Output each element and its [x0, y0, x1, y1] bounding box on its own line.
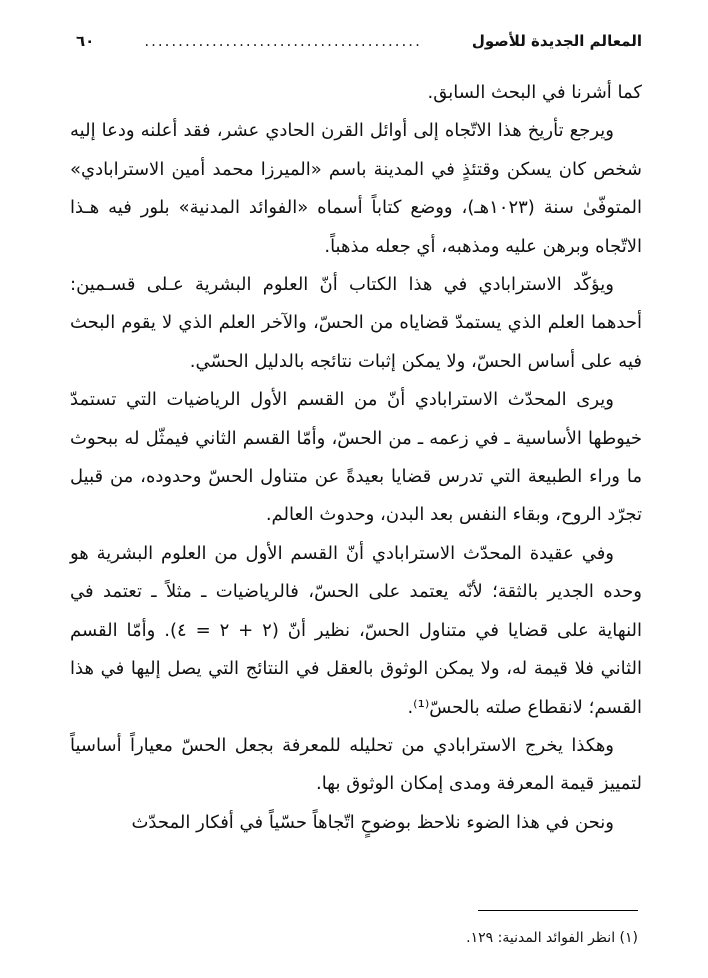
paragraph: ويرجع تأريخ هذا الاتّجاه إلى أوائل القرن الحادي عشر، فقد أعلنه ودعا إليه شخص كان يسكن وقتئذٍ في المدينة باسم «الميرزا محمد أمين الاسترابادي» المتوفّىٰ سنة (١٠٢٣هـ)، ووضع كتاباً أسماه «الفوائد المدنية» بلور فيه هـذا الاتّجاه وبرهن عليه ومذهبه، أي جعله مذهباً.	[70, 120, 642, 257]
paragraph: ويؤكّد الاسترابادي في هذا الكتاب أنّ العلوم البشرية عـلى قسـمين: أحدهما العلم الذي يستمدّ قضاياه من الحسّ، والآخر العلم الذي لا يقوم البحث فيه على أساس الحسّ، ولا يمكن إثبات نتائجه بالدليل الحسّي.	[70, 274, 642, 372]
paragraph: وفي عقيدة المحدّث الاسترابادي أنّ القسم الأول من العلوم البشرية هو وحده الجدير بالثقة؛ لأنّه يعتمد على الحسّ، فالرياضيات ـ مثلاً ـ تعتمد في النهاية على قضايا في متناول الحسّ، نظير أنّ (٢ + ٢ = ٤). وأمّا القسم الثاني فلا قيمة له، ولا يمكن الوثوق بالعقل في النتائج التي يصل إليها في هذا القسم؛ لانقطاع صلته بالحسّ⁽¹⁾.	[70, 542, 642, 718]
footnote-divider	[478, 910, 638, 911]
paragraph: ونحن في هذا الضوء نلاحظ بوضوحٍ اتّجاهاً حسّياً في أفكار المحدّث	[131, 811, 614, 833]
page-number: ٦٠	[76, 32, 95, 50]
paragraph-continuation: كما أشرنا في البحث السابق.	[427, 82, 642, 103]
main-text	[70, 74, 642, 842]
paragraph: ويرى المحدّث الاسترابادي أنّ من القسم الأول الرياضيات التي تستمدّ خيوطها الأساسية ـ في زعمه ـ من الحسّ، وأمّا القسم الثاني فيمثّل له ببحوث ما وراء الطبيعة التي تدرس قضايا بعيدةً عن متناول الحسّ وحدوده، من قبيل تجرّد الروح، وبقاء النفس بعد البدن، وحدوث العالم.	[70, 389, 642, 526]
page-header	[70, 28, 642, 54]
paragraph: وهكذا يخرج الاسترابادي من تحليله للمعرفة بجعل الحسّ معياراً أساسياً لتمييز قيمة المعرفة ومدى إمكان الوثوق بها.	[70, 734, 642, 795]
running-title: المعالم الجديدة للأصول	[471, 32, 642, 50]
leader-dots: .........................................	[144, 32, 422, 50]
footnote: (١) انظر الفوائد المدنية: ١٢٩.	[466, 930, 638, 946]
